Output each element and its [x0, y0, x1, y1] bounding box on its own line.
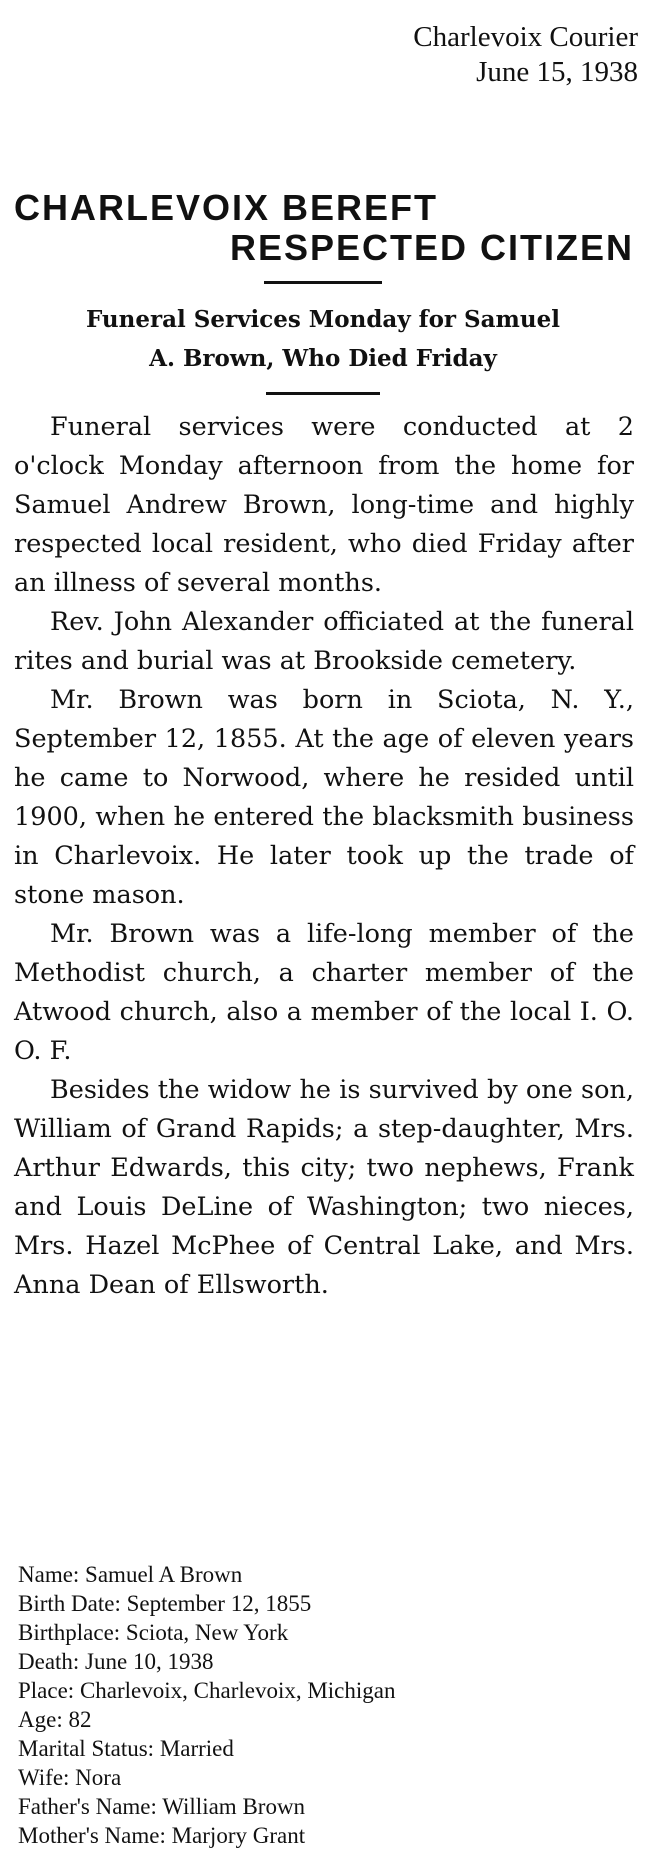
paragraph: Funeral services were conducted at 2 o'clock Monday afternoon from the home for Samuel Andrew Brown, long-time and highly respected local resident, who died Friday after an illness of several months.: [14, 412, 634, 598]
headline-line-1: CHARLEVOIX BEREFT: [14, 187, 439, 228]
vital-record-summary: [18, 1560, 618, 1850]
fact-wife: Wife: Nora: [18, 1765, 122, 1790]
fact-death: Death: June 10, 1938: [18, 1649, 214, 1674]
publication-date: June 15, 1938: [476, 56, 638, 88]
fact-age: Age: 82: [18, 1707, 92, 1732]
subheadline-line-1: Funeral Services Monday for Samuel: [85, 306, 560, 333]
fact-marital-status: Marital Status: Married: [18, 1736, 234, 1761]
subheadline: [10, 300, 636, 378]
headline: [14, 188, 634, 268]
headline-line-2: RESPECTED CITIZEN: [229, 227, 634, 268]
article-body: [14, 408, 634, 1305]
fact-birth-date: Birth Date: September 12, 1855: [18, 1591, 312, 1616]
subheadline-divider: [266, 392, 380, 395]
paragraph: Mr. Brown was a life-long member of the Methodist church, a charter member of the Atwood church, also a member of the local I. O. O. F.: [14, 919, 634, 1066]
paragraph: Rev. John Alexander officiated at the funeral rites and burial was at Brookside cemetery.: [14, 607, 634, 676]
masthead: [413, 20, 638, 90]
fact-place: Place: Charlevoix, Charlevoix, Michigan: [18, 1678, 396, 1703]
headline-divider: [264, 281, 382, 284]
paragraph: Mr. Brown was born in Sciota, N. Y., September 12, 1855. At the age of eleven years he came to Norwood, where he resided until 1900, when he entered the blacksmith business in Charlevoix. He later took up the trade of stone mason.: [14, 685, 634, 910]
fact-birthplace: Birthplace: Sciota, New York: [18, 1620, 289, 1645]
subheadline-line-2: A. Brown, Who Died Friday: [149, 345, 497, 372]
paragraph: Besides the widow he is survived by one son, William of Grand Rapids; a step-daughter, Mrs. Arthur Edwards, this city; two nephews, Frank and Louis DeLine of Washington; two nieces, Mrs. Hazel McPhee of Central Lake, and Mrs. Anna Dean of Ellsworth.: [14, 1075, 634, 1300]
fact-name: Name: Samuel A Brown: [18, 1562, 243, 1587]
newspaper-name: Charlevoix Courier: [413, 21, 638, 53]
fact-mother: Mother's Name: Marjory Grant: [18, 1823, 306, 1848]
fact-father: Father's Name: William Brown: [18, 1794, 306, 1819]
